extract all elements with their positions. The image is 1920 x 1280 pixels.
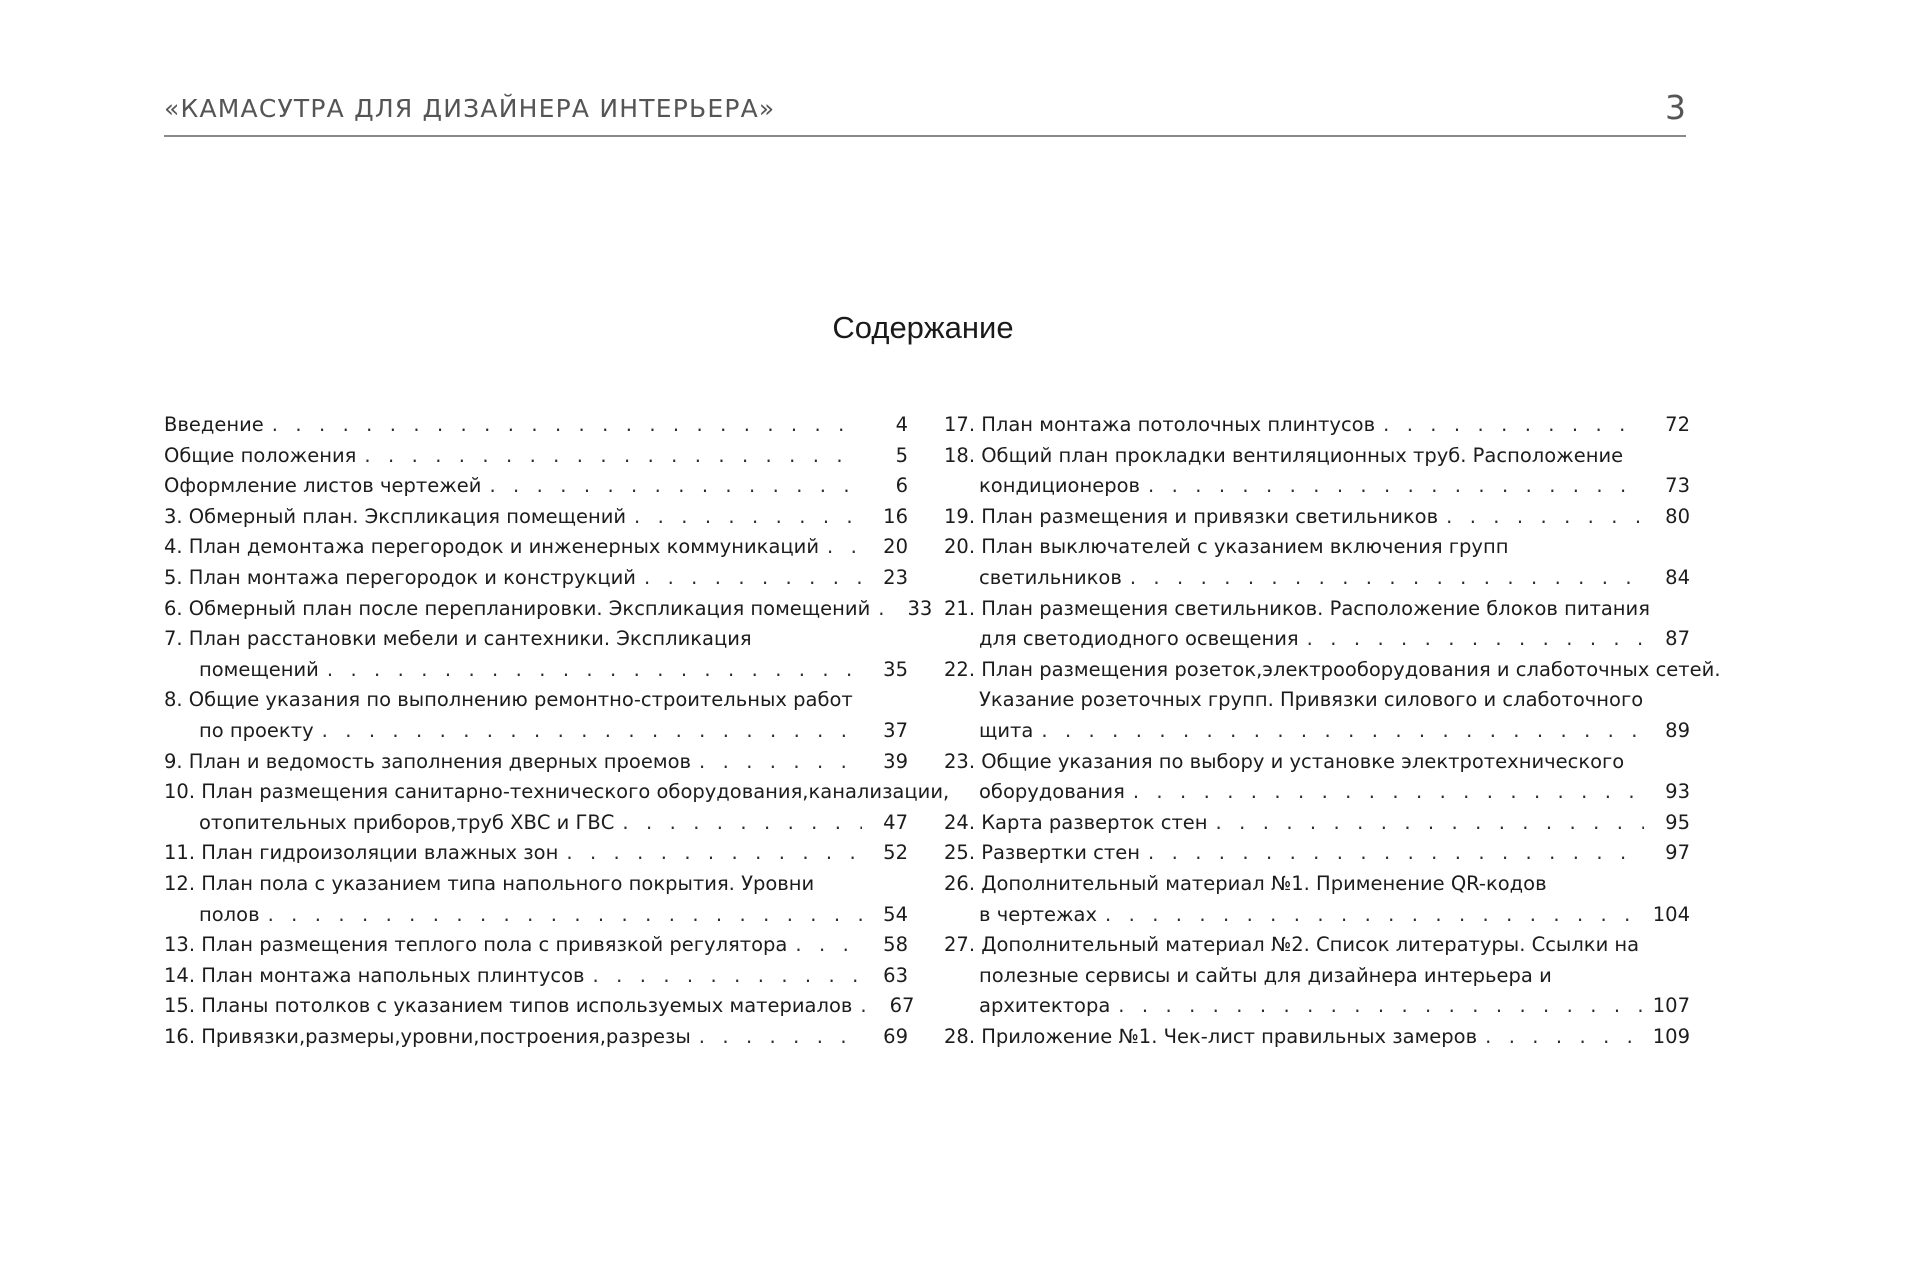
toc-entry-line [164, 808, 908, 839]
dot-leader [1140, 838, 1644, 869]
toc-entry-text: для светодиодного освещения [979, 627, 1299, 651]
toc-right-column [944, 410, 1721, 1052]
toc-entry [944, 655, 1721, 747]
toc-entry-page: 87 [1665, 627, 1690, 651]
toc-entry-page: 33 [907, 596, 933, 620]
dot-leader [260, 900, 862, 931]
running-title: «КАМАСУТРА ДЛЯ ДИЗАЙНЕРА ИНТЕРЬЕРА» [164, 94, 776, 123]
toc-entry [164, 747, 908, 778]
toc-entry-line [944, 410, 1690, 441]
toc-entry [164, 991, 915, 1022]
toc-entry-text: 10. План размещения санитарно-технического оборудования,канализации, [164, 780, 950, 804]
toc-title: Содержание [832, 310, 1014, 345]
toc-entry-text: 8. Общие указания по выполнению ремонтно-строительных работ [164, 688, 853, 712]
toc-entry-line [164, 900, 908, 931]
toc-entry-line [164, 655, 908, 686]
toc-entry-line [164, 624, 908, 655]
toc-entry [944, 410, 1690, 441]
dot-leader [787, 930, 862, 961]
toc-entry-page: 35 [883, 657, 908, 681]
toc-entry-page: 58 [883, 933, 908, 957]
dot-leader [1299, 624, 1644, 655]
toc-entry-line [164, 685, 908, 716]
dot-leader [870, 594, 886, 625]
toc-entry-line [944, 838, 1690, 869]
toc-entry-text: 27. Дополнительный материал №2. Список литературы. Ссылки на [944, 933, 1640, 957]
toc-entry-text: отопительных приборов,труб ХВС и ГВС [199, 810, 615, 834]
toc-entry-page: 89 [1665, 718, 1690, 742]
dot-leader [319, 655, 862, 686]
dot-leader [558, 838, 862, 869]
toc-entry-line [944, 961, 1690, 992]
dot-leader [1438, 502, 1644, 533]
dot-leader [1208, 808, 1644, 839]
dot-leader [626, 502, 862, 533]
toc-entry-text: Указание розеточных групп. Привязки силового и слаботочного [979, 688, 1644, 712]
toc-entry-text: 18. Общий план прокладки вентиляционных труб. Расположение [944, 443, 1624, 467]
toc-entry-line [164, 441, 908, 472]
dot-leader [1125, 777, 1644, 808]
toc-entry-text: в чертежах [979, 902, 1097, 926]
toc-entry [944, 838, 1690, 869]
toc-entry-line [944, 655, 1721, 686]
toc-entry-line [944, 808, 1690, 839]
toc-entry-text: 26. Дополнительный материал №1. Применение QR-кодов [944, 871, 1547, 895]
toc-entry-line [944, 716, 1690, 747]
toc-entry [164, 838, 908, 869]
toc-entry-page: 72 [1665, 413, 1690, 436]
toc-entry-text: 12. План пола с указанием типа напольного покрытия. Уровни [164, 871, 815, 895]
toc-entry-line [164, 532, 908, 563]
dot-leader [819, 532, 862, 563]
toc-entry [944, 747, 1690, 808]
toc-entry [164, 961, 908, 992]
toc-entry-text: 14. План монтажа напольных плинтусов [164, 963, 585, 987]
toc-entry-text: 9. План и ведомость заполнения дверных проемов [164, 749, 691, 773]
toc-entry-page: 37 [883, 718, 908, 742]
toc-entry-page: 95 [1665, 810, 1690, 834]
toc-entry [164, 410, 908, 441]
toc-entry-line [944, 685, 1690, 716]
toc-entry [164, 930, 908, 961]
dot-leader [1033, 716, 1644, 747]
toc-entry-text: светильников [979, 565, 1122, 589]
toc-entry-line [944, 930, 1690, 961]
toc-entry-page: 107 [1652, 994, 1690, 1018]
toc-entry-page: 104 [1652, 902, 1690, 926]
toc-entry [944, 869, 1690, 930]
toc-entry-line [164, 869, 908, 900]
toc-entry-line [944, 502, 1690, 533]
toc-entry [944, 808, 1690, 839]
toc-entry-line [944, 441, 1690, 472]
toc-entry-text: 28. Приложение №1. Чек-лист правильных замеров [944, 1024, 1478, 1048]
toc-entry-text: 15. Планы потолков с указанием типов используемых материалов [164, 994, 853, 1018]
toc-entry-line [944, 747, 1690, 778]
toc-entry-text: 7. План расстановки мебели и сантехники. Экспликация [164, 627, 752, 651]
toc-entry-text: 20. План выключателей с указанием включения групп [944, 535, 1509, 559]
toc-entry-text: 3. Обмерный план. Экспликация помещений [164, 504, 627, 528]
toc-entry-line [944, 471, 1690, 502]
toc-entry [164, 685, 908, 746]
dot-leader [314, 716, 862, 747]
toc-entry-text: 13. План размещения теплого пола с привязкой регулятора [164, 933, 788, 957]
toc-entry-text: Оформление листов чертежей [164, 474, 482, 498]
toc-entry-page: 4 [895, 413, 908, 436]
toc-entry-page: 39 [883, 749, 908, 773]
toc-entry-text: 16. Привязки,размеры,уровни,построения,разрезы [164, 1024, 691, 1048]
toc-entry [164, 441, 908, 472]
toc-entry-line [164, 563, 908, 594]
toc-entry-line [164, 502, 908, 533]
toc-entry-page: 47 [883, 810, 908, 834]
toc-entry-text: кондиционеров [979, 474, 1141, 498]
toc-entry-text: 4. План демонтажа перегородок и инженерных коммуникаций [164, 535, 820, 559]
toc-entry-text: 11. План гидроизоляции влажных зон [164, 841, 559, 865]
dot-leader [264, 410, 862, 441]
toc-entry-line [164, 747, 908, 778]
toc-entry-line [944, 777, 1690, 808]
toc-left-column [164, 410, 950, 1052]
toc-entry-page: 63 [883, 963, 908, 987]
toc-entry-text: 5. План монтажа перегородок и конструкций [164, 565, 636, 589]
toc-entry-line [164, 1022, 908, 1053]
dot-leader [585, 961, 862, 992]
toc-entry-text: 23. Общие указания по выбору и установке электротехнического [944, 749, 1625, 773]
dot-leader [691, 747, 862, 778]
toc-entry [164, 502, 908, 533]
toc-entry-text: 19. План размещения и привязки светильников [944, 504, 1439, 528]
toc-entry [164, 777, 950, 838]
toc-entry-page: 97 [1665, 841, 1690, 865]
toc-entry-line [944, 869, 1690, 900]
dot-leader [852, 991, 868, 1022]
toc-entry-line [944, 532, 1690, 563]
toc-entry-text: 24. Карта разверток стен [944, 810, 1208, 834]
toc-entry-page: 16 [883, 504, 908, 528]
toc-entry-line [164, 471, 908, 502]
toc-entry-page: 5 [895, 443, 908, 467]
toc-entry-text: 17. План монтажа потолочных плинтусов [944, 413, 1376, 436]
toc-entry [944, 594, 1690, 655]
toc-entry-page: 23 [883, 565, 908, 589]
toc-entry [164, 563, 908, 594]
toc-entry-text: по проекту [199, 718, 314, 742]
dot-leader [636, 563, 862, 594]
toc-entry-line [944, 563, 1690, 594]
toc-entry-line [164, 838, 908, 869]
toc-entry [944, 532, 1690, 593]
toc-entry-text: полов [199, 902, 260, 926]
toc-entry [164, 1022, 908, 1053]
toc-entry [164, 624, 908, 685]
dot-leader [1110, 991, 1644, 1022]
toc-entry-line [944, 900, 1690, 931]
toc-entry-text: Введение [164, 413, 264, 436]
toc-entry-page: 52 [883, 841, 908, 865]
toc-entry-text: 21. План размещения светильников. Расположение блоков питания [944, 596, 1650, 620]
toc-entry-text: 25. Развертки стен [944, 841, 1140, 865]
toc-entry-line [164, 961, 908, 992]
toc-entry-page: 109 [1652, 1024, 1690, 1048]
toc-entry [944, 502, 1690, 533]
toc-entry-page: 93 [1665, 780, 1690, 804]
toc-entry-page: 67 [889, 994, 915, 1018]
toc-entry-line [164, 716, 908, 747]
toc-entry-line [164, 777, 950, 808]
toc-entry [164, 471, 908, 502]
toc-entry [164, 869, 908, 930]
toc-entry-page: 73 [1665, 474, 1690, 498]
header-rule [164, 135, 1686, 137]
dot-leader [1375, 410, 1644, 441]
dot-leader [1122, 563, 1644, 594]
toc-entry-line [944, 624, 1690, 655]
toc-entry-line [944, 991, 1690, 1022]
toc-entry-line [944, 594, 1690, 625]
toc-entry-line [164, 594, 933, 625]
dot-leader [614, 808, 862, 839]
toc-entry-page: 69 [883, 1024, 908, 1048]
toc-entry-page: 84 [1665, 565, 1690, 589]
toc-entry-text: полезные сервисы и сайты для дизайнера интерьера и [979, 963, 1552, 987]
toc-entry-line [164, 991, 915, 1022]
toc-entry-page: 20 [883, 535, 908, 559]
toc-entry-line [164, 410, 908, 441]
toc-entry [944, 441, 1690, 502]
page-number: 3 [1665, 88, 1686, 127]
toc-entry-line [164, 930, 908, 961]
toc-entry-text: 22. План размещения розеток,электрооборудования и слаботочных сетей. [944, 657, 1721, 681]
dot-leader [691, 1022, 862, 1053]
toc-entry-page: 80 [1665, 504, 1690, 528]
toc-entry-text: 6. Обмерный план после перепланировки. Экспликация помещений [164, 596, 871, 620]
toc-entry [944, 930, 1690, 1022]
toc-entry-line [944, 1022, 1690, 1053]
toc-entry-text: помещений [199, 657, 319, 681]
dot-leader [1097, 900, 1644, 931]
dot-leader [481, 471, 862, 502]
dot-leader [1477, 1022, 1644, 1053]
dot-leader [356, 441, 862, 472]
toc-entry-page: 54 [883, 902, 908, 926]
toc-entry-page: 6 [895, 474, 908, 498]
toc-entry [944, 1022, 1690, 1053]
toc-entry-text: Общие положения [164, 443, 357, 467]
toc-entry-text: щита [979, 718, 1034, 742]
toc-entry-text: архитектора [979, 994, 1111, 1018]
dot-leader [1140, 471, 1644, 502]
toc-entry [164, 532, 908, 563]
toc-entry [164, 594, 933, 625]
toc-entry-text: оборудования [979, 780, 1125, 804]
